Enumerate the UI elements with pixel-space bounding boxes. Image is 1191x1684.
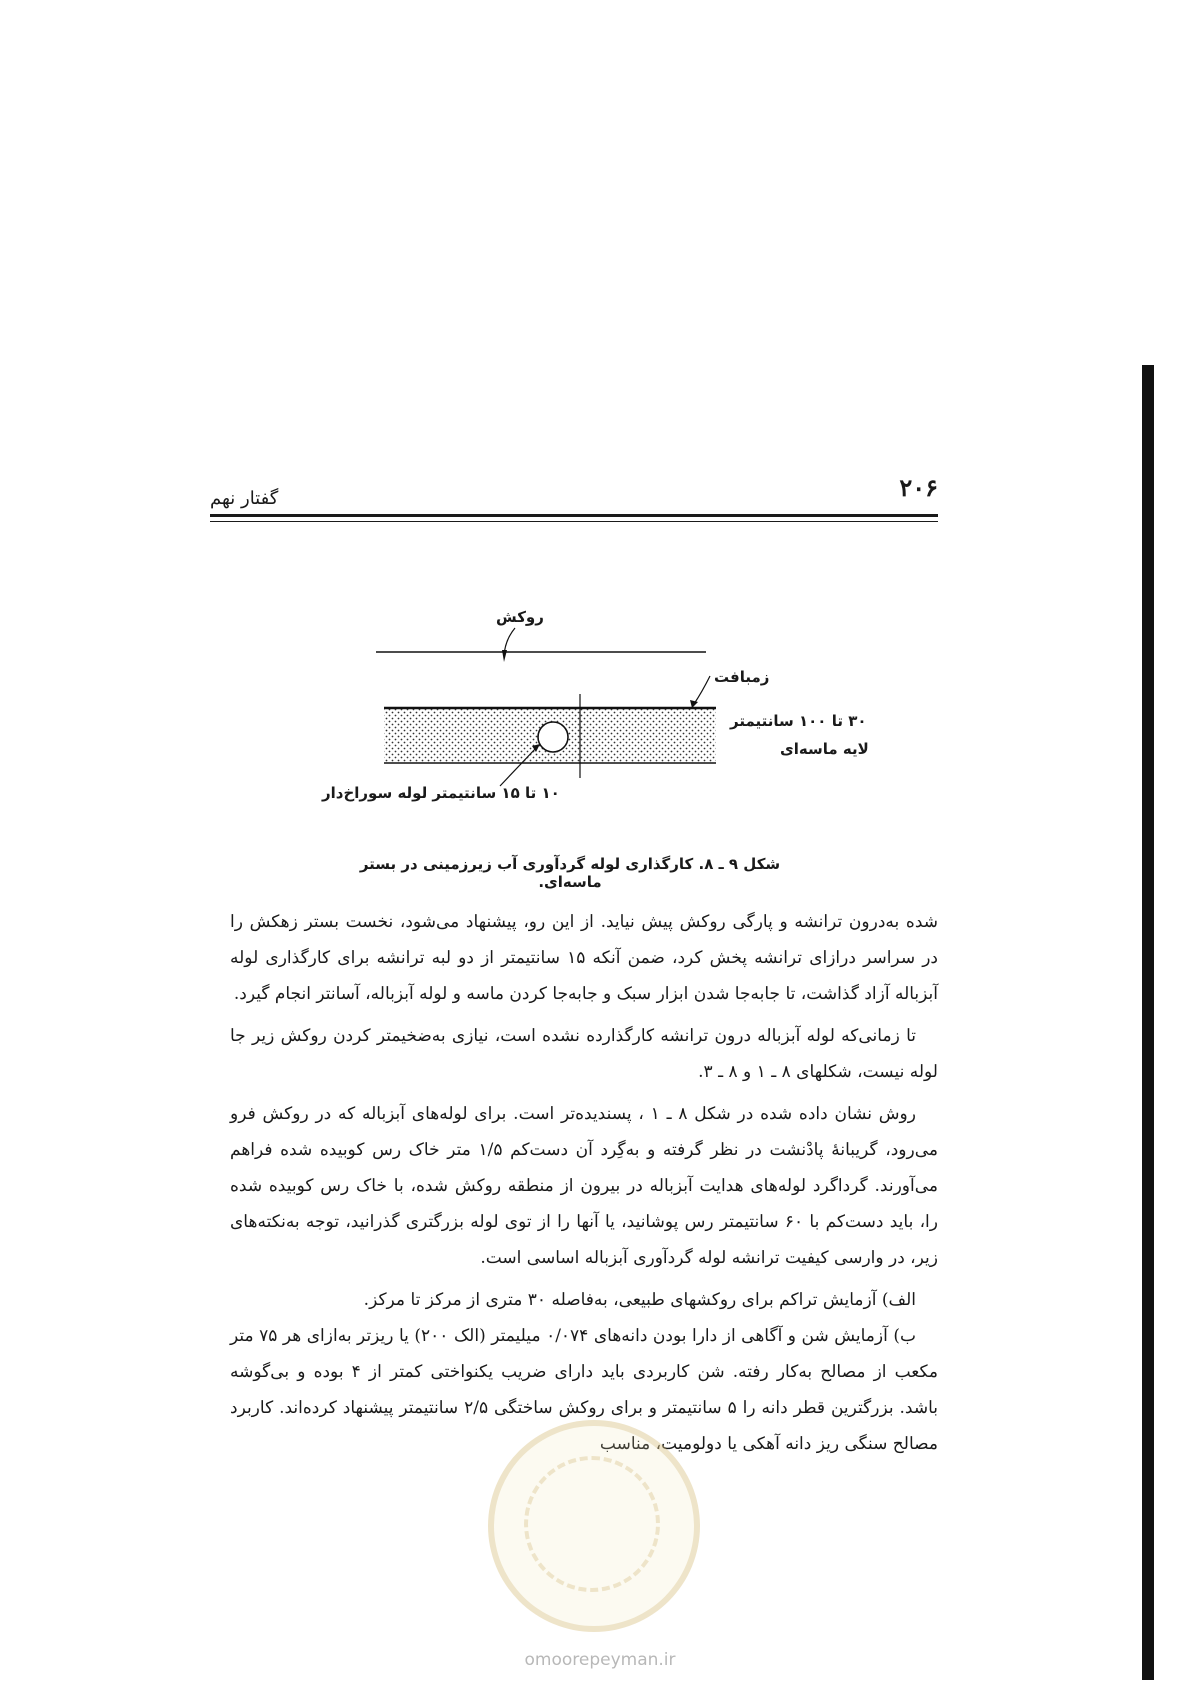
header-rule-thin	[210, 521, 938, 522]
figure-pipe-installation	[310, 600, 870, 820]
label-surface: روکش	[496, 608, 544, 626]
surface-arrow	[502, 650, 507, 662]
page-number: ۲۰۶	[899, 473, 938, 502]
perforated-pipe	[538, 722, 568, 752]
label-pipe: ۱۰ تا ۱۵ سانتیمتر لوله سوراخ‌دار	[322, 784, 560, 802]
label-sand-layer: لایه ماسه‌ای	[780, 740, 869, 758]
label-geotextile: زمبافت	[714, 668, 770, 686]
geotextile-arrow	[690, 700, 698, 708]
list-item-b: ب) آزمایش شن و آگاهی از دارا بودن دانه‌های ۰/۰۷۴ میلیمتر (الک ۲۰۰) یا ریزتر به‌ازای هر ۷۵ متر مکعب از مصالح به‌کار رفته. شن کاربردی باید دارای ضریب یکنواختی کمتر از ۴ بوده و بی‌گوشه باشد. بزرگترین قطر دانه را ۵ سانتیمتر و برای روکش ساختگی ۲/۵ سانتیمتر پیشنهاد کرده‌اند. کاربرد مصالح سنگی ریز دانه آهکی یا دولومیت، مناسب	[230, 1326, 938, 1454]
page-header	[210, 470, 938, 530]
paragraph-2: تا زمانی‌که لوله آبزباله درون ترانشه کارگذارده نشده است، نیازی به‌ضخیمتر کردن روکش زیر جا لوله نیست، شکلهای ۸ ـ ۱ و ۸ ـ ۳.	[230, 1026, 938, 1082]
chapter-title: گفتار نهم	[210, 488, 279, 509]
page-edge-bar	[1142, 365, 1154, 1680]
label-depth-range: ۳۰ تا ۱۰۰ سانتیمتر	[730, 712, 867, 730]
watermark-logo-icon	[488, 1420, 700, 1632]
figure-caption: شکل ۹ ـ ۸. کارگذاری لوله گرد‌آوری آب زیرزمینی در بستر ماسه‌ای.	[359, 855, 781, 891]
geotextile-leader	[694, 676, 710, 704]
paragraph-1: شده به‌درون ترانشه و پارگی روکش پیش نیاید. از این رو، پیشنهاد می‌شود، نخست بستر زهکش را در سراسر درازای ترانشه پخش کرد، ضمن آنکه ۱۵ سانتیمتر از دو لبه ترانشه برای کارگذاری لوله آبزباله آزاد گذاشت، تا جابه‌جا شدن ابزار سبک و جابه‌جا کردن ماسه و لوله آبزباله، آسانتر انجام گیرد.	[230, 912, 938, 1004]
list-item-a: الف) آزمایش تراکم برای روکشهای طبیعی، به‌فاصله ۳۰ متری از مرکز تا مرکز.	[363, 1290, 916, 1310]
watermark-url: omoorepeyman.ir	[524, 1650, 676, 1670]
watermark-inner-ring	[524, 1456, 660, 1592]
body-text	[230, 904, 938, 1462]
paragraph-3: روش نشان داده شده در شکل ۸ ـ ۱ ، پسندیده‌تر است. برای لوله‌های آبزباله که در روکش فرو می‌رود، گریبانهٔ پادْنشت در نظر گرفته و به‌گِرد آن دست‌کم ۱/۵ متر خاک رس کوبیده شده فراهم می‌آورند. گرداگرد لوله‌های هدایت آبزباله در بیرون از منطقه روکش شده، با خاک رس کوبیده شده را، باید دست‌کم با ۶۰ سانتیمتر رس پوشانید، یا آنها را از توی لوله بزرگتری گذرانید، توجه به‌نکته‌های زیر، در وارسی کیفیت ترانشه لوله گردآوری آبزباله اساسی است.	[230, 1104, 938, 1268]
header-rule	[210, 514, 938, 517]
